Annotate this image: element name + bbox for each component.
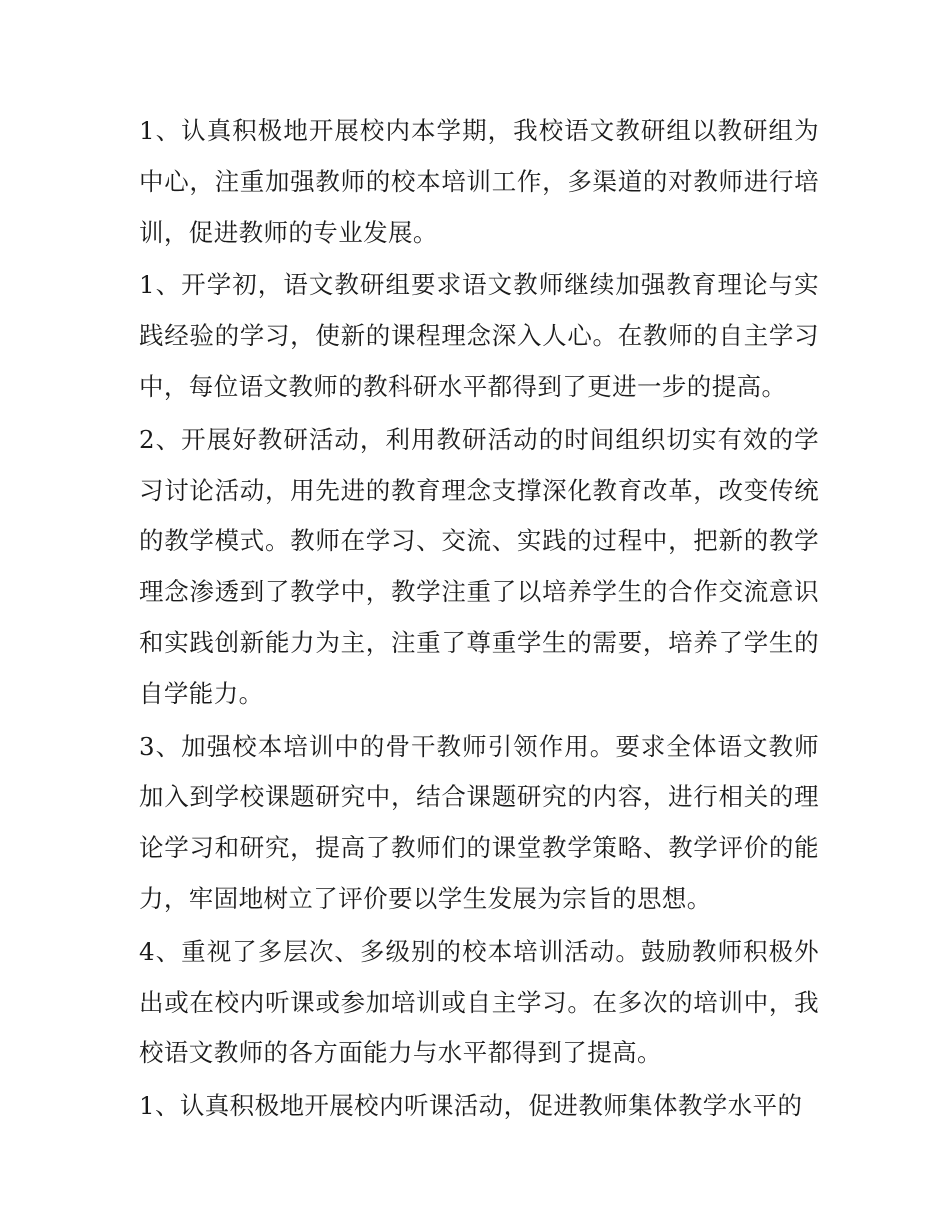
- paragraph-4: 3、加强校本培训中的骨干教师引领作用。要求全体语文教师加入到学校课题研究中，结合课题研究的内容，进行相关的理论学习和研究，提高了教师们的课堂教学策略、教学评价的能力，牢固地树立了评价要以学生发展为宗旨的思想。: [139, 731, 819, 913]
- document-body: [139, 106, 819, 1134]
- paragraph-3: 2、开展好教研活动，利用教研活动的时间组织切实有效的学习讨论活动，用先进的教育理念支撑深化教育改革，改变传统的教学模式。教师在学习、交流、实践的过程中，把新的教学理念渗透到了教学中，教学注重了以培养学生的合作交流意识和实践创新能力为主，注重了尊重学生的需要，培养了学生的自学能力。: [139, 424, 819, 708]
- paragraph-2: 1、开学初，语文教研组要求语文教师继续加强教育理论与实践经验的学习，使新的课程理念深入人心。在教师的自主学习中，每位语文教师的教科研水平都得到了更进一步的提高。: [139, 270, 819, 401]
- paragraph-6: 1、认真积极地开展校内听课活动，促进教师集体教学水平的: [139, 1091, 803, 1121]
- paragraph-1: 1、认真积极地开展校内本学期，我校语文教研组以教研组为中心，注重加强教师的校本培训工作，多渠道的对教师进行培训，促进教师的专业发展。: [139, 116, 819, 247]
- paragraph-5: 4、重视了多层次、多级别的校本培训活动。鼓励教师积极外出或在校内听课或参加培训或自主学习。在多次的培训中，我校语文教师的各方面能力与水平都得到了提高。: [139, 936, 819, 1068]
